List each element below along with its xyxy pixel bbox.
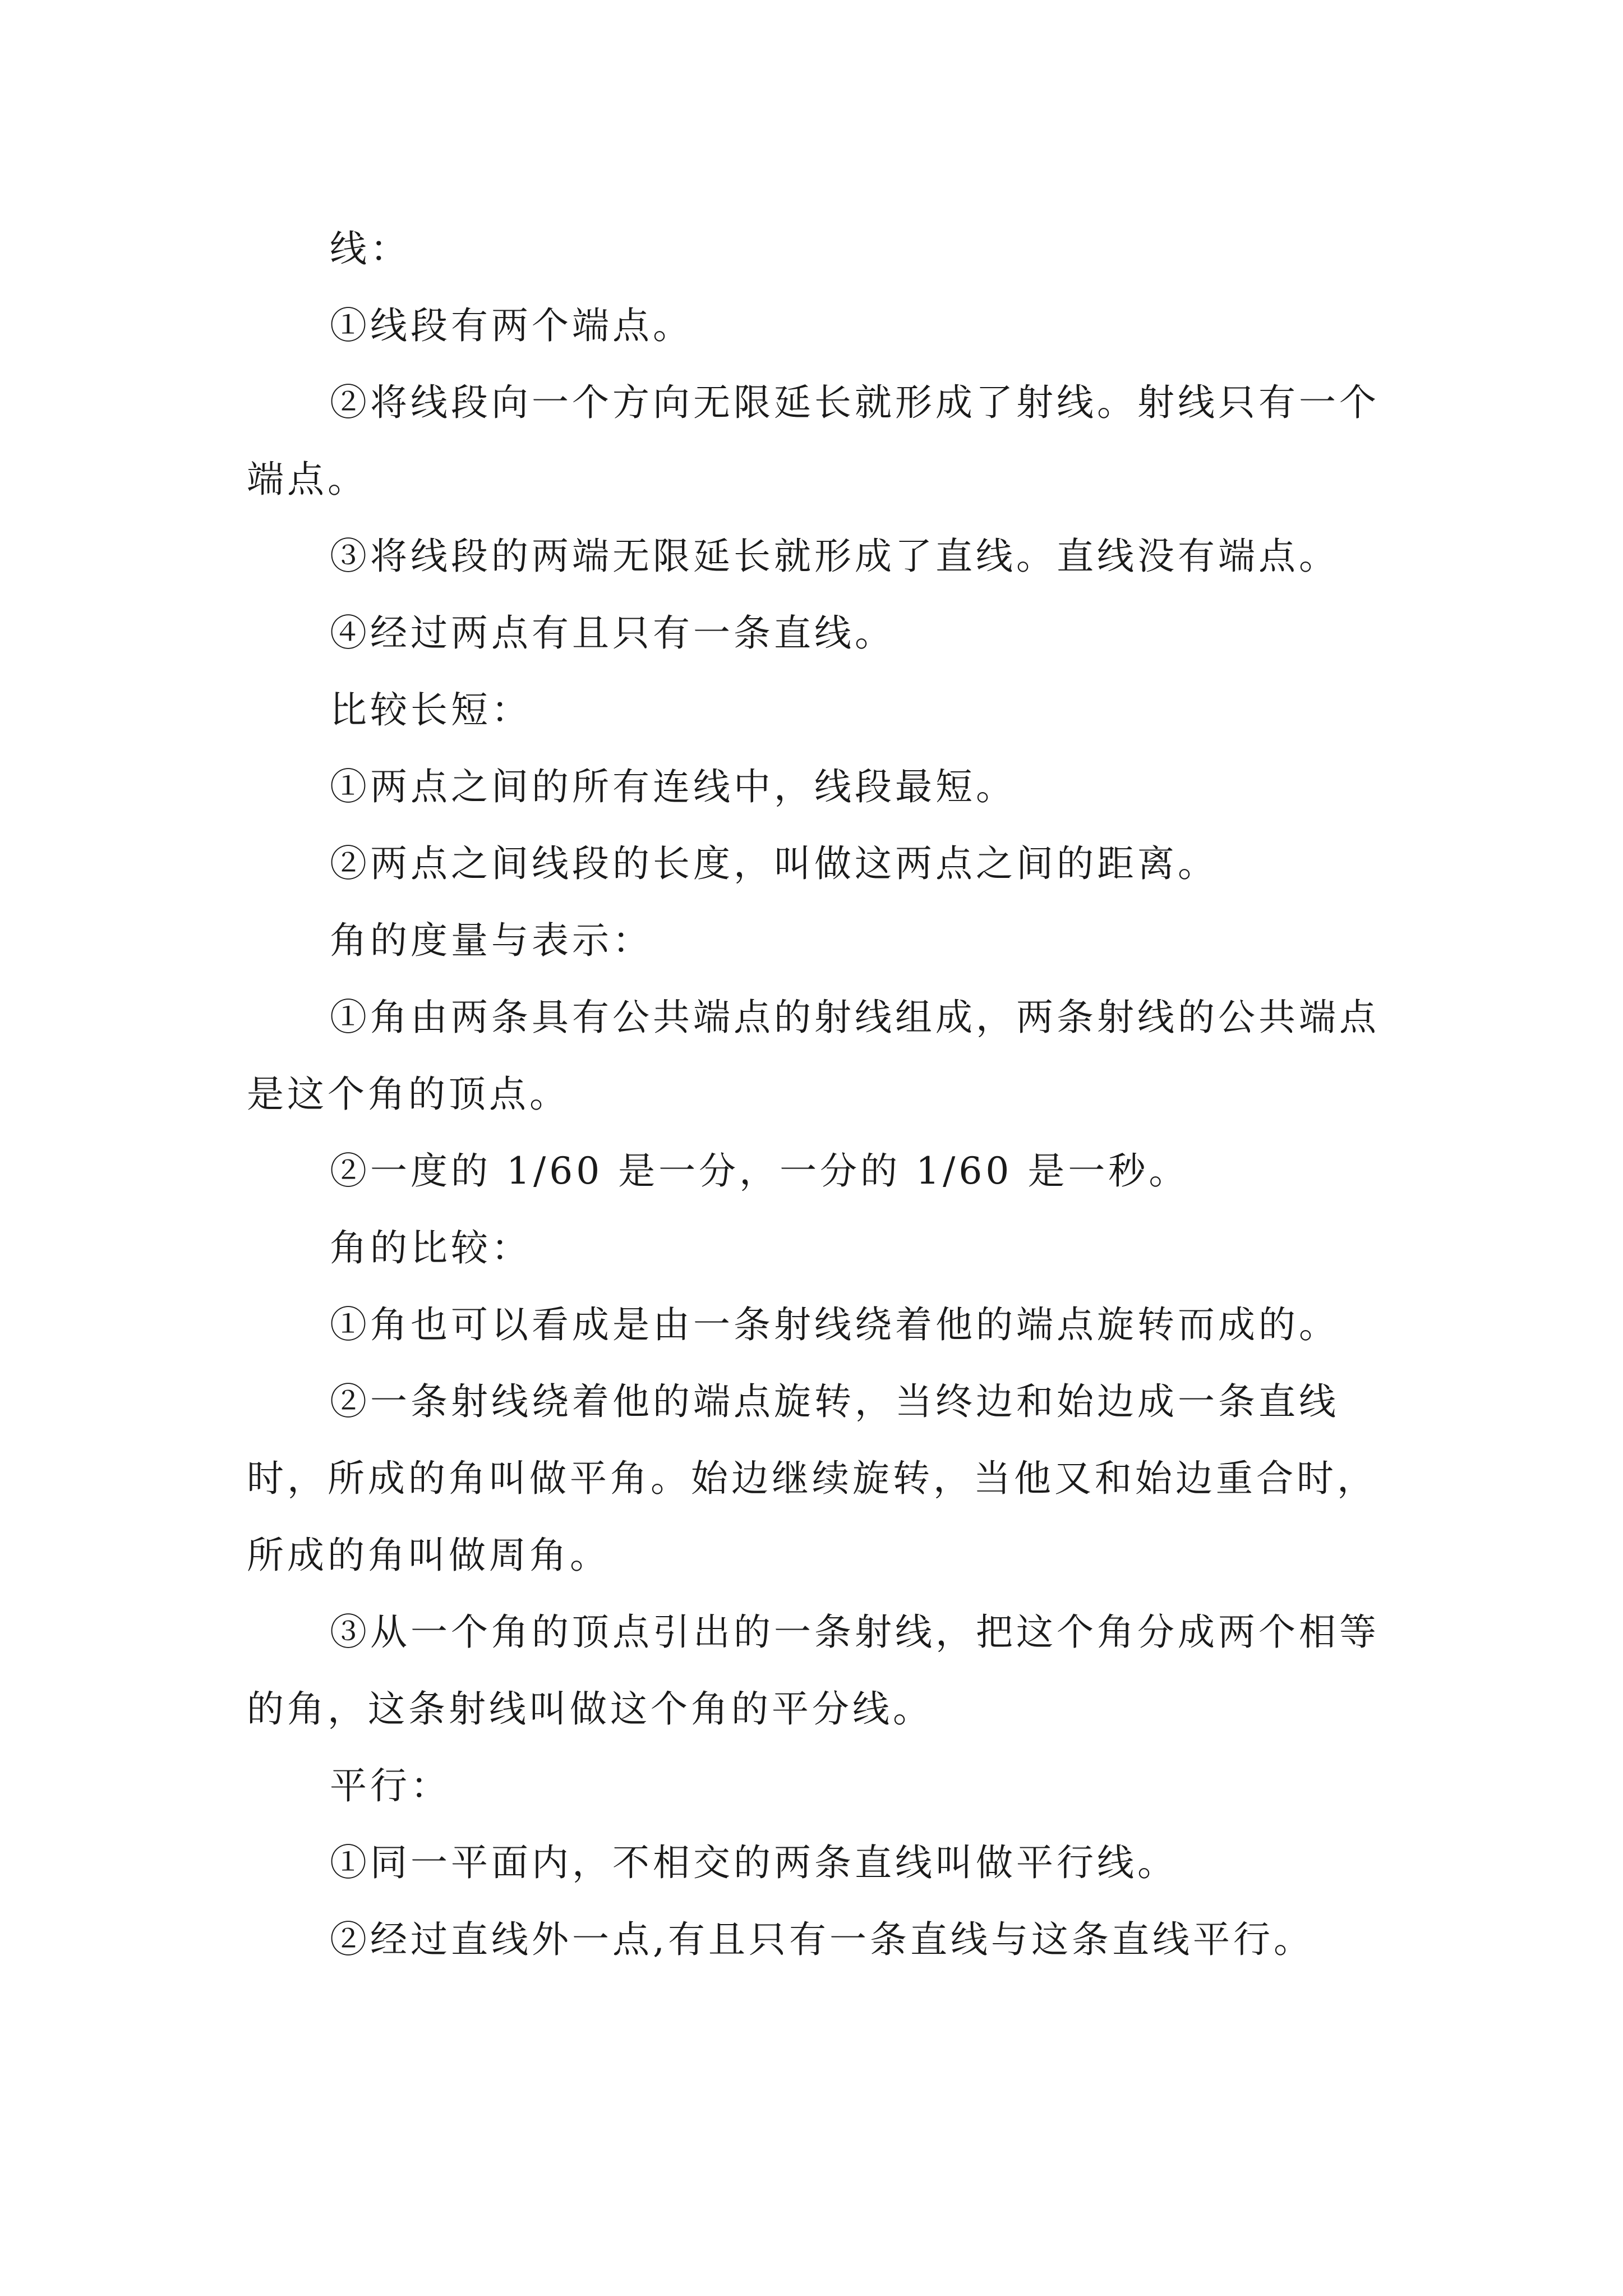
paragraph-two-points-one-line: ④经过两点有且只有一条直线。 <box>330 611 895 655</box>
paragraph-degree-minute-second: ②一度的 1/60 是一分，一分的 1/60 是一秒。 <box>330 1149 1189 1193</box>
document-body <box>247 210 1391 1978</box>
paragraph-straight-and-full-angle: ②一条射线绕着他的端点旋转，当终边和始边成一条直线时，所成的角叫做平角。始边继续旋转，当他又和始边重合时，所成的角叫做周角。 <box>247 1380 1377 1577</box>
section-heading-compare-length: 比较长短： <box>330 688 532 731</box>
paragraph-line-segment-endpoints: ①线段有两个端点。 <box>330 304 693 347</box>
section-heading-parallel: 平行： <box>330 1764 451 1807</box>
section-heading-angle-measure: 角的度量与表示： <box>330 919 653 962</box>
paragraph-straight-line-definition: ③将线段的两端无限延长就形成了直线。直线没有端点。 <box>330 535 1339 578</box>
paragraph-angle-bisector: ③从一个角的顶点引出的一条射线，把这个角分成两个相等的角，这条射线叫做这个角的平分线。 <box>247 1611 1380 1731</box>
paragraph-angle-definition: ①角由两条具有公共端点的射线组成，两条射线的公共端点是这个角的顶点。 <box>247 996 1380 1116</box>
paragraph-parallel-definition: ①同一平面内，不相交的两条直线叫做平行线。 <box>330 1841 1178 1884</box>
section-heading-line: 线： <box>330 227 411 270</box>
section-heading-angle-compare: 角的比较： <box>330 1226 532 1269</box>
paragraph-angle-rotation: ①角也可以看成是由一条射线绕着他的端点旋转而成的。 <box>330 1303 1339 1346</box>
paragraph-distance-definition: ②两点之间线段的长度，叫做这两点之间的距离。 <box>330 842 1218 885</box>
paragraph-segment-shortest: ①两点之间的所有连线中，线段最短。 <box>330 765 1016 808</box>
paragraph-ray-definition: ②将线段向一个方向无限延长就形成了射线。射线只有一个端点。 <box>247 381 1380 501</box>
paragraph-parallel-postulate: ②经过直线外一点,有且只有一条直线与这条直线平行。 <box>330 1918 1314 1961</box>
